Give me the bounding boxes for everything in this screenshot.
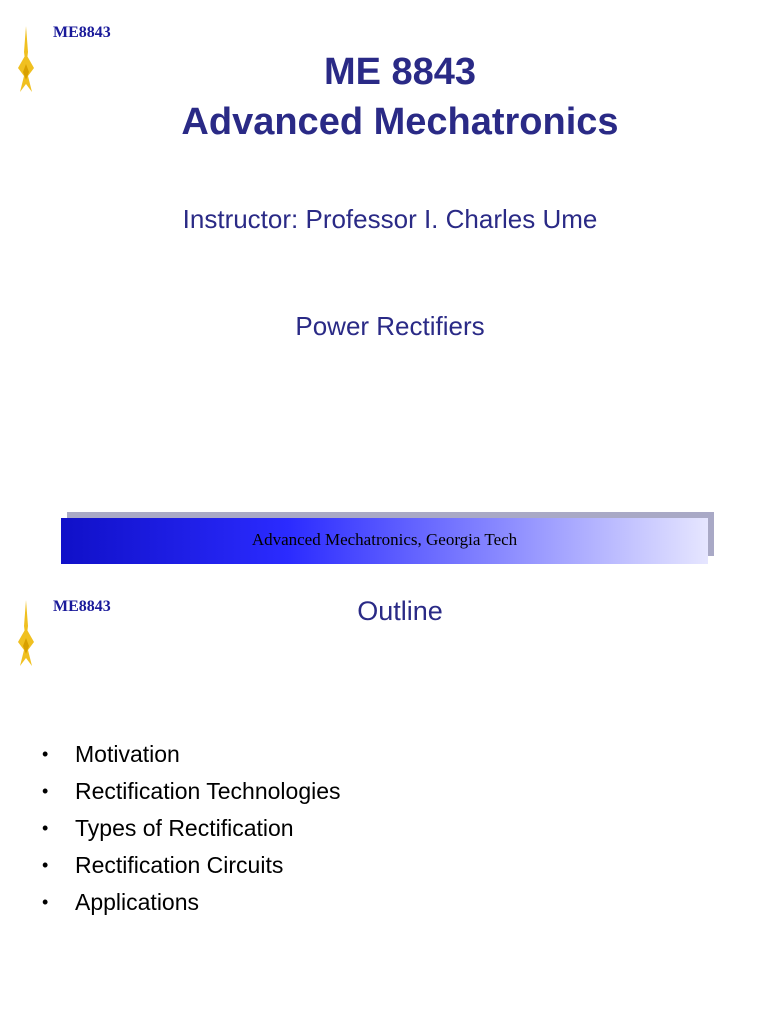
outline-slide bbox=[0, 574, 768, 1024]
bullet-dot-icon: • bbox=[42, 744, 49, 764]
list-item bbox=[40, 776, 341, 813]
course-code: ME8843 bbox=[53, 24, 111, 41]
course-number-title: ME 8843 bbox=[323, 51, 477, 93]
list-item bbox=[40, 850, 341, 887]
bullet-dot-icon: • bbox=[42, 781, 49, 801]
list-item bbox=[40, 739, 341, 776]
list-item bbox=[40, 813, 341, 850]
outline-title: Outline bbox=[357, 596, 443, 626]
list-item-label: Types of Rectification bbox=[75, 815, 294, 841]
list-item-label: Rectification Technologies bbox=[75, 778, 341, 804]
list-item bbox=[40, 887, 341, 924]
bullet-dot-icon: • bbox=[42, 818, 49, 838]
list-item-label: Applications bbox=[75, 889, 200, 915]
list-item-label: Motivation bbox=[75, 741, 180, 767]
instructor-line: Instructor: Professor I. Charles Ume bbox=[182, 204, 598, 234]
list-item-label: Rectification Circuits bbox=[75, 852, 284, 878]
course-name-title: Advanced Mechatronics bbox=[181, 101, 619, 143]
bullet-dot-icon: • bbox=[42, 855, 49, 875]
lecture-topic: Power Rectifiers bbox=[295, 311, 485, 341]
outline-bullet-list bbox=[40, 739, 341, 924]
bullet-dot-icon: • bbox=[42, 892, 49, 912]
footer-text: Advanced Mechatronics, Georgia Tech bbox=[251, 530, 518, 549]
course-code: ME8843 bbox=[53, 598, 111, 615]
